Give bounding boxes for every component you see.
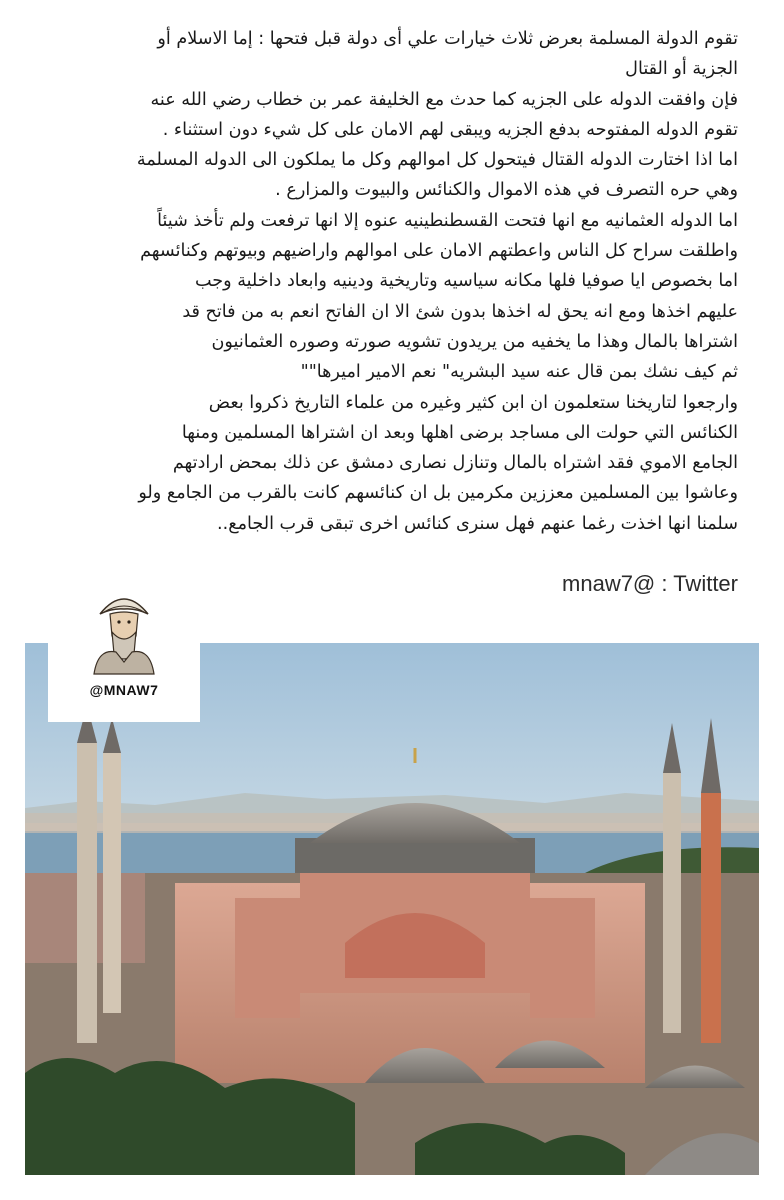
- mosque-photo: [25, 643, 759, 1175]
- article-line: اشتراها بالمال وهذا ما يخفيه من يريدون تشويه صورته وصوره العثمانيون: [211, 331, 738, 352]
- scholar-portrait-icon: [78, 582, 170, 678]
- article-line: ثم كيف نشك بمن قال عنه سيد البشريه" نعم الامير اميرها"": [300, 362, 738, 383]
- article-line: تقوم الدوله المفتوحه بدفع الجزيه ويبقى لهم الامان على كل شيء دون استثناء .: [162, 119, 738, 140]
- article-line: الجامع الاموي فقد اشتراه بالمال وتنازل نصارى دمشق عن ذلك بمحض ارادتهم: [172, 453, 738, 474]
- article-line: فإن وافقت الدوله على الجزيه كما حدث مع الخليفة عمر بن خطاب رضي الله عنه: [150, 89, 738, 110]
- article-line: سلمنا انها اخذت رغما عنهم فهل سنرى كنائس اخرى تبقى قرب الجامع..: [217, 513, 738, 534]
- twitter-handle: mnaw7@ : Twitter: [562, 571, 738, 596]
- article-text: [26, 24, 738, 539]
- article-line: الكنائس التي حولت الى مساجد برضى اهلها وبعد ان اشتراها المسلمين ومنها: [181, 422, 738, 443]
- article-line: الجزية أو القتال: [625, 59, 738, 80]
- article-line: وعاشوا بين المسلمين معززين مكرمين بل ان كنائسهم كانت بالقرب من الجامع ولو: [138, 483, 738, 504]
- article-line: اما بخصوص ايا صوفيا فلها مكانه سياسيه وتاريخية ودينيه وابعاد داخلية وجب: [194, 271, 738, 292]
- article-line: واطلقت سراح كل الناس واعطتهم الامان على اموالهم واراضيهم وبيوتهم وكنائسهم: [140, 241, 738, 262]
- article-line: تقوم الدولة المسلمة بعرض ثلاث خيارات علي أى دولة قبل فتحها : إما الاسلام أو: [157, 29, 738, 49]
- logo-label: @MNAW7: [89, 682, 159, 698]
- article-line: وهي حره التصرف في هذه الاموال والكنائس والبيوت والمزارع .: [275, 180, 738, 201]
- article-line: عليهم اخذها ومع انه يحق له اخذها بدون شئ الا ان الفاتح انعم به من فاتح قد: [182, 301, 738, 322]
- article-line: اما الدوله العثمانيه مع انها فتحت القسطنطينيه عنوه إلا انها ترفعت ولم تأخذ شيئاً: [157, 210, 738, 231]
- article-line: اما اذا اختارت الدوله القتال فيتحول كل اموالهم وكل ما يملكون الى الدوله المسلمة: [136, 150, 738, 171]
- article-line: وارجعوا لتاريخنا ستعلمون ان ابن كثير وغيره من علماء التاريخ ذكروا بعض: [208, 392, 738, 413]
- logo-card: [48, 578, 200, 722]
